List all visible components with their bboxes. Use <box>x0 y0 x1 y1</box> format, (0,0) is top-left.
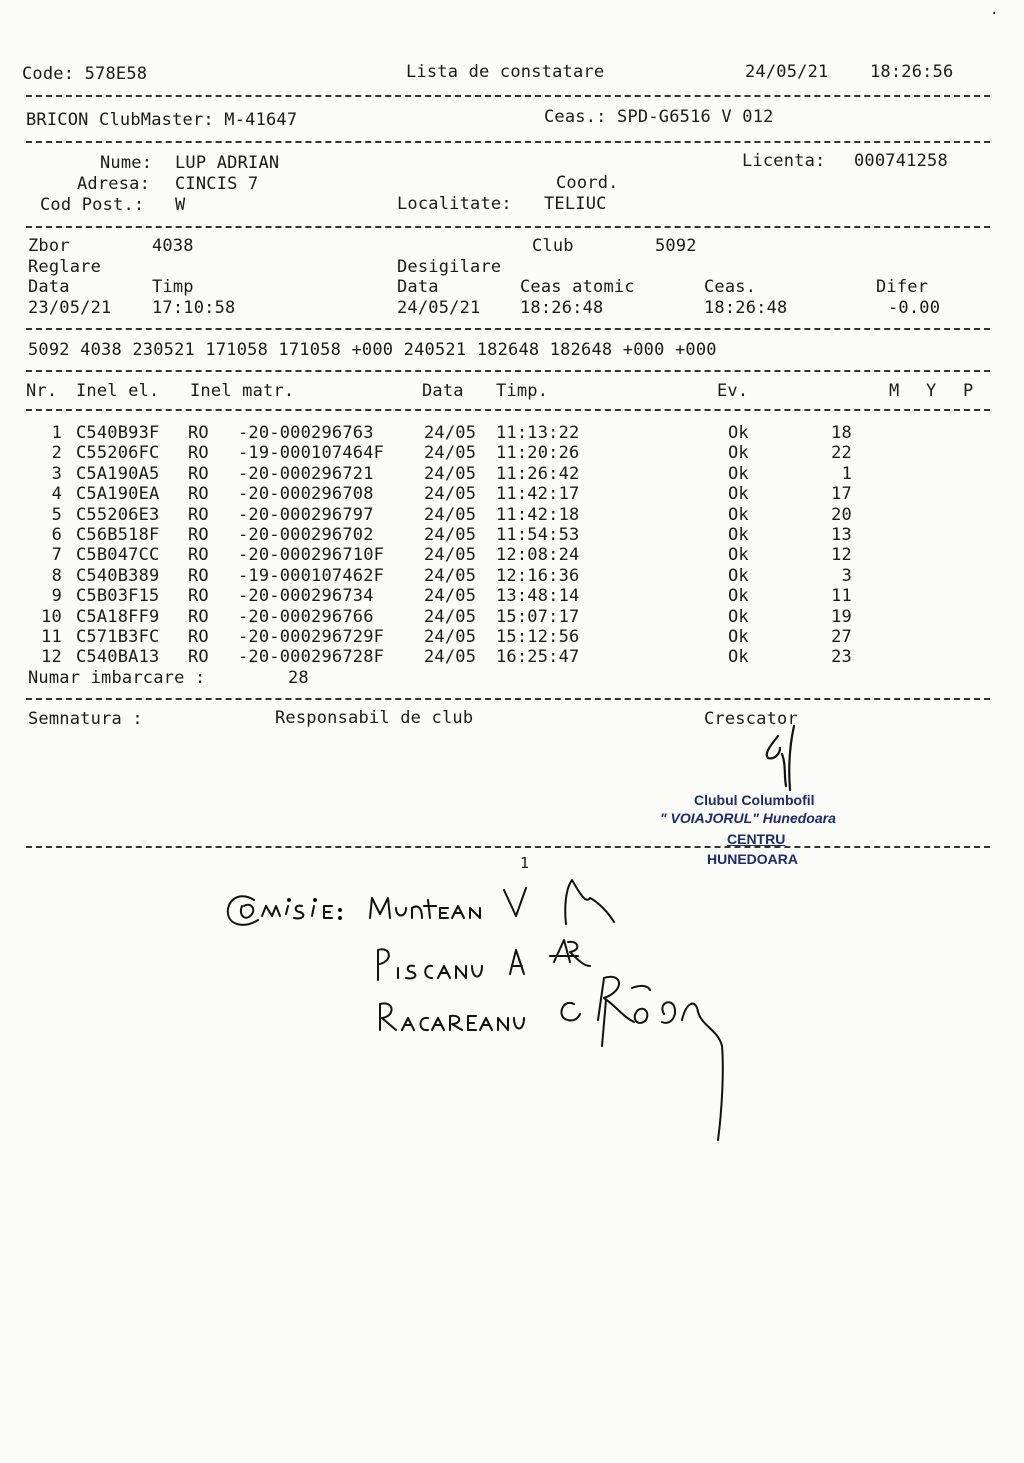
doc-date: 24/05/21 <box>745 62 829 82</box>
boarding-count: 28 <box>288 668 309 688</box>
cell-nr: 9 <box>51 586 62 607</box>
col-inel-el: Inel el. <box>76 381 160 401</box>
cell-pos: 23 <box>831 647 852 668</box>
cell-pos: 13 <box>831 525 852 545</box>
cell-nr: 10 <box>41 606 62 627</box>
coord-label: Coord. <box>556 173 619 193</box>
divider <box>26 328 990 330</box>
cell-date: 24/05 <box>424 545 477 566</box>
col-nr: Nr. <box>26 381 58 401</box>
cell-ro: RO <box>188 504 209 525</box>
cell-nr: 7 <box>51 545 62 566</box>
cell-time: 11:54:53 <box>496 525 580 545</box>
license-number: 000741258 <box>854 151 948 171</box>
cell-date: 24/05 <box>424 484 477 505</box>
reglare-time: 17:10:58 <box>152 298 236 318</box>
difference-value: -0.00 <box>888 298 941 318</box>
cell-time: 12:16:36 <box>496 565 580 586</box>
difference-label: Difer <box>876 277 929 297</box>
cell-el: C55206E3 <box>76 504 160 525</box>
boarding-label: Numar imbarcare : <box>28 668 206 688</box>
cell-ro: RO <box>188 586 209 607</box>
cell-matr: -20-000296766 <box>238 606 374 627</box>
cell-pos: 11 <box>831 586 852 607</box>
cell-matr: -20-000296729F <box>238 627 385 647</box>
col-y: Y <box>926 381 937 401</box>
cell-ro: RO <box>188 627 209 647</box>
cell-ev: Ok <box>728 565 749 586</box>
cell-nr: 5 <box>51 504 62 525</box>
cell-date: 24/05 <box>424 565 477 586</box>
code-line: 5092 4038 230521 171058 171058 +000 240521 182648 182648 +000 +000 <box>28 340 717 360</box>
cell-pos: 1 <box>841 463 852 484</box>
cell-matr: -20-000296728F <box>238 647 385 668</box>
cell-ev: Ok <box>728 463 749 484</box>
cell-ro: RO <box>188 423 209 443</box>
data-label: Data <box>397 277 439 297</box>
cell-date: 24/05 <box>424 586 477 607</box>
zbor-label: Zbor <box>28 236 70 256</box>
cell-ev: Ok <box>728 484 749 505</box>
stamp-line: " VOIAJORUL" Hunedoara <box>660 810 836 826</box>
cell-ev: Ok <box>728 647 749 668</box>
cell-time: 11:20:26 <box>496 443 580 464</box>
cell-date: 24/05 <box>424 504 477 525</box>
cell-time: 11:13:22 <box>496 423 580 443</box>
cell-nr: 8 <box>51 565 62 586</box>
divider <box>26 370 990 372</box>
stamp-line: HUNEDOARA <box>707 851 798 867</box>
clock-time: 18:26:48 <box>704 298 788 318</box>
name-label: Nume: <box>100 153 153 173</box>
cell-ro: RO <box>188 443 209 464</box>
club-number: 5092 <box>655 236 697 256</box>
divider <box>26 226 990 228</box>
cell-el: C571B3FC <box>76 627 160 647</box>
breeder-signature <box>756 724 816 794</box>
cell-time: 13:48:14 <box>496 586 580 607</box>
cell-matr: -20-000296721 <box>238 463 374 484</box>
cell-pos: 22 <box>831 443 852 464</box>
cell-el: C5B03F15 <box>76 586 160 607</box>
cell-nr: 2 <box>51 443 62 464</box>
col-timp: Timp. <box>496 381 549 401</box>
cell-time: 11:26:42 <box>496 463 580 484</box>
cell-date: 24/05 <box>424 525 477 545</box>
atomic-time: 18:26:48 <box>520 298 604 318</box>
cell-el: C540B389 <box>76 565 160 586</box>
col-data: Data <box>422 381 464 401</box>
cell-el: C5A18FF9 <box>76 606 160 627</box>
reglare-date: 23/05/21 <box>28 298 112 318</box>
cell-nr: 12 <box>41 647 62 668</box>
atomic-clock-label: Ceas atomic <box>520 277 635 297</box>
cell-ro: RO <box>188 463 209 484</box>
speck: · <box>990 6 999 22</box>
divider <box>26 846 990 848</box>
cell-ev: Ok <box>728 423 749 443</box>
stamp-line: CENTRU <box>727 831 786 847</box>
cell-matr: -19-000107464F <box>238 443 385 464</box>
doc-time: 18:26:56 <box>870 62 954 82</box>
cell-ev: Ok <box>728 586 749 607</box>
cell-ro: RO <box>188 525 209 545</box>
cell-matr: -20-000296708 <box>238 484 374 505</box>
reglare-label: Reglare <box>28 257 102 277</box>
doc-title: Lista de constatare <box>406 62 605 82</box>
col-inel-matr: Inel matr. <box>190 381 295 401</box>
cell-pos: 12 <box>831 545 852 566</box>
col-ev: Ev. <box>717 381 749 401</box>
cell-date: 24/05 <box>424 423 477 443</box>
club-label: Club <box>532 236 574 256</box>
cell-ev: Ok <box>728 545 749 566</box>
cell-ro: RO <box>188 545 209 566</box>
cell-pos: 27 <box>831 627 852 647</box>
data-label: Data <box>28 277 70 297</box>
desigilare-label: Desigilare <box>397 257 502 277</box>
cell-date: 24/05 <box>424 647 477 668</box>
cell-pos: 17 <box>831 484 852 505</box>
cell-time: 15:12:56 <box>496 627 580 647</box>
cell-ro: RO <box>188 565 209 586</box>
cell-nr: 6 <box>51 525 62 545</box>
cell-nr: 11 <box>41 627 62 647</box>
cell-nr: 3 <box>51 463 62 484</box>
cell-time: 11:42:17 <box>496 484 580 505</box>
cell-ro: RO <box>188 484 209 505</box>
cell-pos: 19 <box>831 606 852 627</box>
cell-el: C55206FC <box>76 443 160 464</box>
cell-time: 11:42:18 <box>496 504 580 525</box>
owner-address: CINCIS 7 <box>175 174 259 194</box>
divider <box>26 698 990 700</box>
doc-code: Code: 578E58 <box>22 64 148 84</box>
divider <box>26 409 990 411</box>
cell-date: 24/05 <box>424 443 477 464</box>
cell-el: C5A190EA <box>76 484 160 505</box>
postal-code: W <box>175 195 186 215</box>
cell-pos: 3 <box>841 565 852 586</box>
cell-el: C5B047CC <box>76 545 160 566</box>
cell-time: 16:25:47 <box>496 647 580 668</box>
timp-label: Timp <box>152 277 194 297</box>
cell-pos: 18 <box>831 423 852 443</box>
cell-matr: -19-000107462F <box>238 565 385 586</box>
cell-nr: 4 <box>51 484 62 505</box>
cell-nr: 1 <box>51 423 62 443</box>
clock-label: Ceas. <box>704 277 757 297</box>
cell-matr: -20-000296763 <box>238 423 374 443</box>
clubmaster-id: BRICON ClubMaster: M-41647 <box>26 110 298 130</box>
divider <box>26 95 990 97</box>
page-number: 1 <box>520 854 530 872</box>
cell-date: 24/05 <box>424 606 477 627</box>
cell-time: 12:08:24 <box>496 545 580 566</box>
stamp-line: Clubul Columbofil <box>694 792 815 808</box>
cell-pos: 20 <box>831 504 852 525</box>
cell-el: C540BA13 <box>76 647 160 668</box>
signature-label: Semnatura : <box>28 709 143 729</box>
cell-date: 24/05 <box>424 627 477 647</box>
cell-matr: -20-000296797 <box>238 504 374 525</box>
postal-label: Cod Post.: <box>40 195 145 215</box>
cell-el: C56B518F <box>76 525 160 545</box>
cell-ro: RO <box>188 606 209 627</box>
cell-el: C540B93F <box>76 423 160 443</box>
col-m: M <box>889 381 900 401</box>
cell-ev: Ok <box>728 627 749 647</box>
cell-time: 15:07:17 <box>496 606 580 627</box>
clock-id: Ceas.: SPD-G6516 V 012 <box>544 107 774 127</box>
cell-matr: -20-000296702 <box>238 525 374 545</box>
cell-ev: Ok <box>728 525 749 545</box>
cell-matr: -20-000296710F <box>238 545 385 566</box>
owner-name: LUP ADRIAN <box>175 153 280 173</box>
cell-ro: RO <box>188 647 209 668</box>
divider <box>26 141 990 143</box>
locality: TELIUC <box>544 194 607 214</box>
breeder-label: Crescator <box>704 709 798 729</box>
cell-date: 24/05 <box>424 463 477 484</box>
desigilare-date: 24/05/21 <box>397 298 481 318</box>
license-label: Licenta: <box>742 151 826 171</box>
commission-handwriting <box>218 870 758 1150</box>
address-label: Adresa: <box>77 174 151 194</box>
cell-el: C5A190A5 <box>76 463 160 484</box>
club-responsible-label: Responsabil de club <box>275 708 474 728</box>
cell-matr: -20-000296734 <box>238 586 374 607</box>
cell-ev: Ok <box>728 504 749 525</box>
locality-label: Localitate: <box>397 194 512 214</box>
cell-ev: Ok <box>728 443 749 464</box>
col-p: P <box>963 381 974 401</box>
cell-ev: Ok <box>728 606 749 627</box>
zbor-number: 4038 <box>152 236 194 256</box>
